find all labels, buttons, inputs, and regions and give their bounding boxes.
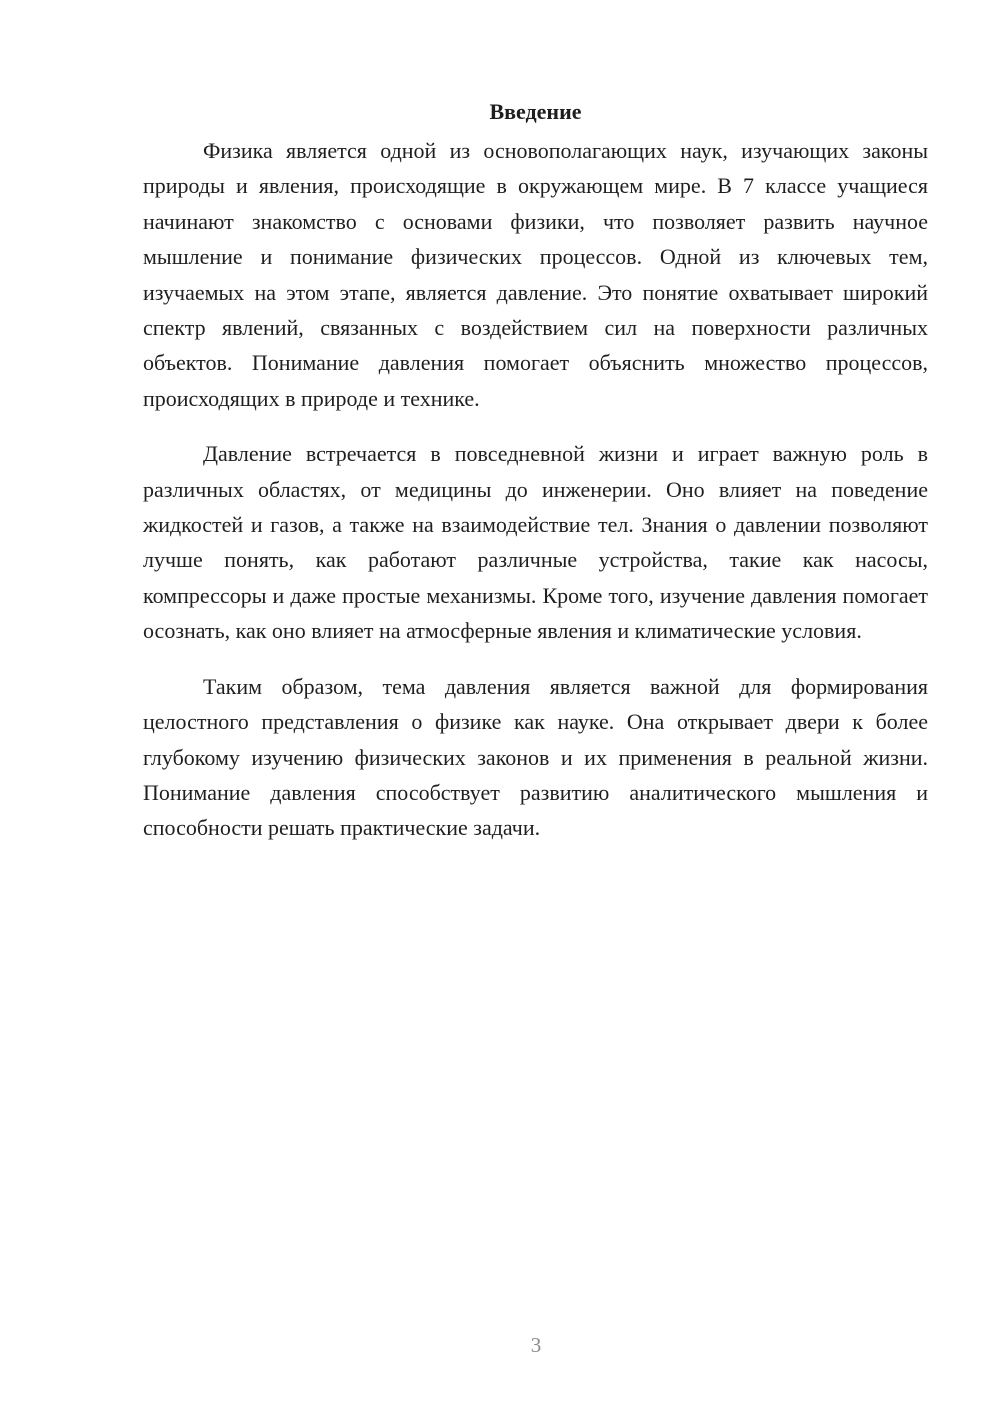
paragraph-2: Давление встречается в повседневной жизни и играет важную роль в различных областях, от медицины до инженерии. Оно влияет на поведение жидкостей и газов, а также на взаимодействие тел. Знания о давлении позволяют лучше понять, как работают различные устройства, такие как насосы, компрессоры и даже простые механизмы. Кроме того, изучение давления помогает осознать, как оно влияет на атмосферные явления и климатические условия. bbox=[143, 441, 928, 644]
paragraph-1: Физика является одной из основополагающих наук, изучающих законы природы и явления, происходящие в окружающем мире. В 7 классе учащиеся начинают знакомство с основами физики, что позволяет развить научное мышление и понимание физических процессов. Одной из ключевых тем, изучаемых на этом этапе, является давление. Это понятие охватывает широкий спектр явлений, связанных с воздействием сил на поверхности различных объектов. Понимание давления помогает объяснить множество процессов, происходящих в природе и технике. bbox=[143, 138, 928, 411]
paragraph-3: Таким образом, тема давления является важной для формирования целостного представления о физике как науке. Она открывает двери к более глубокому изучению физических законов и их применения в реальной жизни. Понимание давления способствует развитию аналитического мышления и способности решать практические задачи. bbox=[143, 673, 928, 841]
section-title: Введение bbox=[489, 99, 582, 124]
page-number: 3 bbox=[530, 1333, 542, 1357]
page-content bbox=[143, 94, 928, 866]
